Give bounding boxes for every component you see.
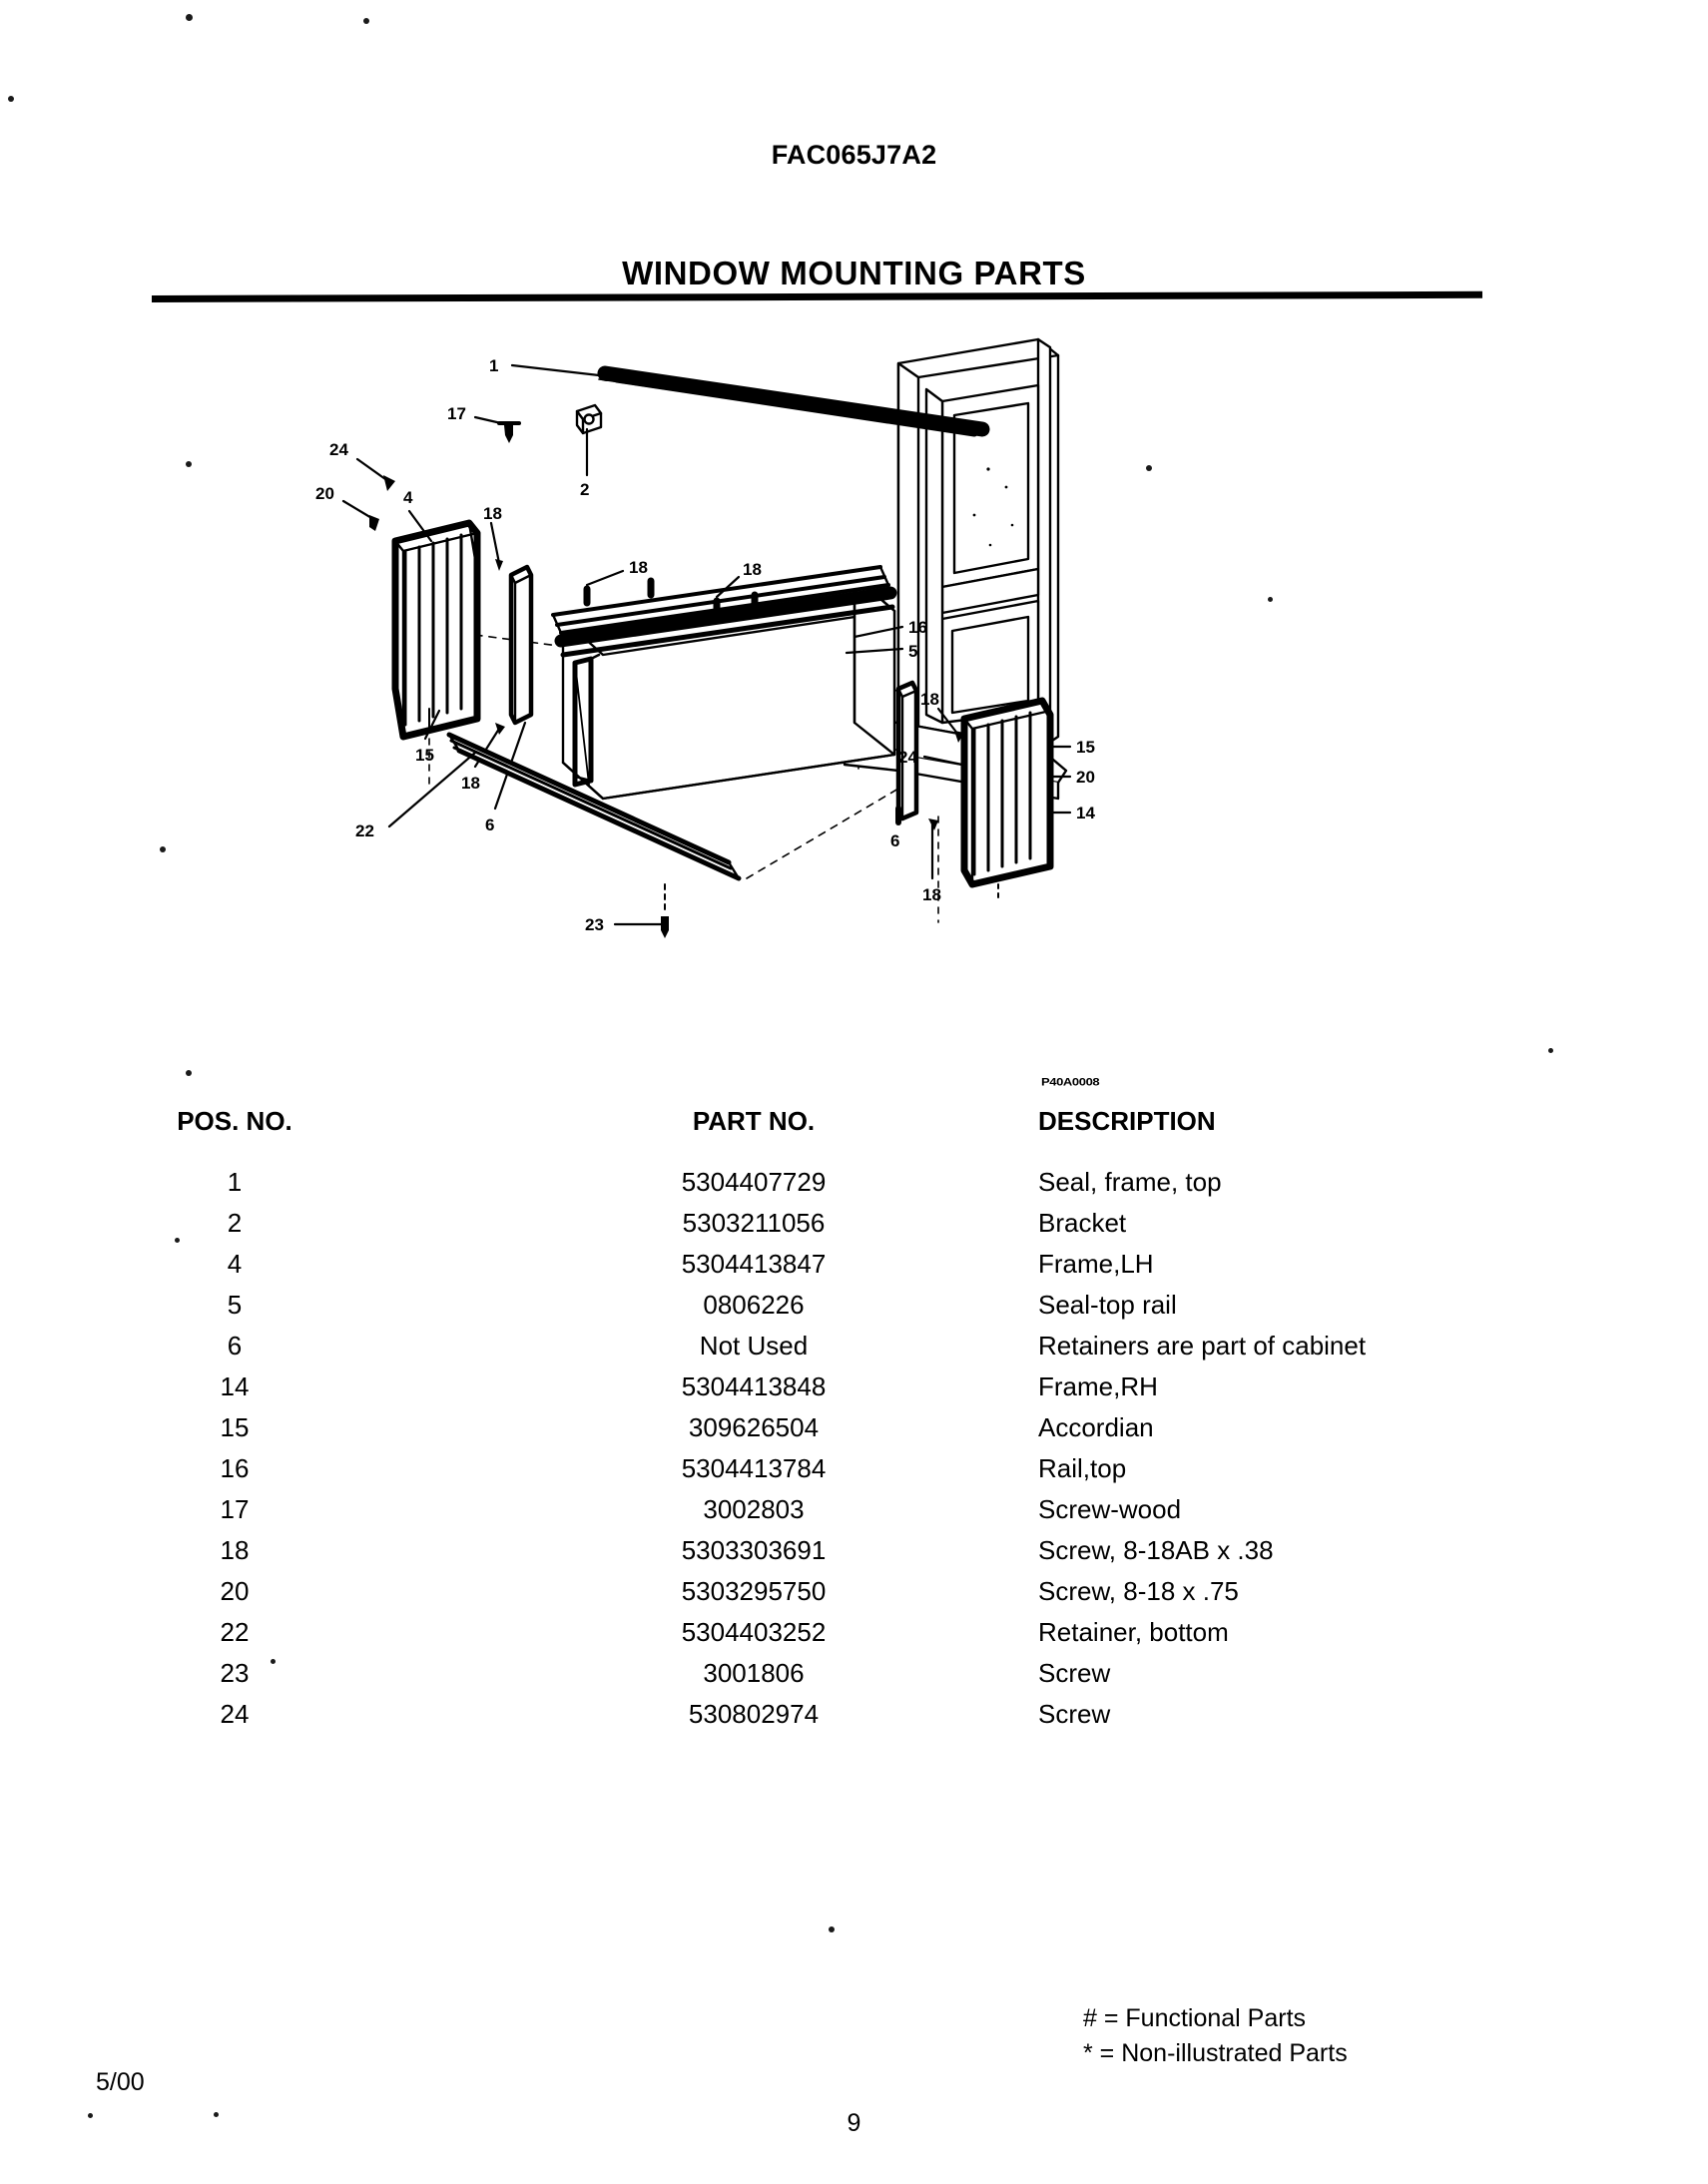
scan-speck	[363, 18, 369, 24]
cell-part-no: 309626504	[688, 1412, 820, 1442]
svg-text:5: 5	[908, 642, 918, 661]
svg-text:2: 2	[580, 480, 590, 499]
cell-pos-no: 17	[220, 1494, 250, 1524]
table-row	[0, 1162, 1708, 1203]
cell-part-no: 3002803	[703, 1494, 805, 1524]
page-title: WINDOW MOUNTING PARTS	[622, 255, 1086, 291]
cell-part-no: 5304413848	[681, 1371, 827, 1401]
exploded-parts-diagram	[299, 319, 1447, 1058]
cell-pos-no: 16	[220, 1453, 250, 1483]
cell-pos-no: 6	[227, 1331, 243, 1361]
svg-text:4: 4	[403, 488, 413, 507]
cell-description: Frame,LH	[1038, 1249, 1154, 1279]
scan-speck	[186, 1070, 192, 1076]
svg-text:20: 20	[315, 484, 334, 503]
scan-speck	[8, 96, 14, 102]
cell-pos-no: 23	[220, 1658, 250, 1688]
scan-speck	[186, 461, 192, 467]
svg-text:20: 20	[1076, 768, 1095, 787]
scan-speck	[186, 14, 193, 21]
table-row	[0, 1448, 1708, 1489]
scan-speck	[160, 846, 166, 852]
cell-pos-no: 22	[220, 1617, 250, 1647]
legend-non-illustrated-parts: * = Non-illustrated Parts	[1083, 2039, 1348, 2067]
cell-pos-no: 2	[227, 1208, 243, 1238]
column-header-pos-no: POS. NO.	[177, 1106, 292, 1136]
page-number: 9	[847, 2109, 861, 2137]
cell-part-no: 0806226	[703, 1290, 805, 1320]
legend-functional-parts: # = Functional Parts	[1083, 2004, 1307, 2032]
table-row	[0, 1694, 1708, 1735]
svg-text:23: 23	[585, 915, 604, 934]
table-row	[0, 1653, 1708, 1694]
revision-date: 5/00	[96, 2068, 145, 2096]
cell-description: Seal-top rail	[1038, 1290, 1177, 1320]
svg-text:1: 1	[489, 356, 499, 375]
cell-part-no: Not Used	[699, 1331, 809, 1361]
legend-notes	[1083, 2001, 1348, 2071]
cell-part-no: 5304413847	[681, 1249, 827, 1279]
cell-description: Screw	[1038, 1699, 1111, 1729]
cell-description: Accordian	[1038, 1412, 1154, 1442]
parts-list-table	[0, 1106, 1708, 1735]
svg-text:18: 18	[629, 558, 648, 577]
cell-description: Screw, 8-18 x .75	[1038, 1576, 1239, 1606]
cell-description: Rail,top	[1038, 1453, 1127, 1483]
cell-part-no: 5303211056	[682, 1208, 826, 1238]
table-row	[0, 1489, 1708, 1530]
cell-pos-no: 14	[220, 1371, 250, 1401]
cell-description: Retainer, bottom	[1038, 1617, 1229, 1647]
table-row	[0, 1285, 1708, 1326]
model-number: FAC065J7A2	[771, 140, 937, 170]
svg-text:16: 16	[908, 618, 927, 637]
table-row	[0, 1203, 1708, 1244]
cell-description: Screw-wood	[1038, 1494, 1182, 1524]
svg-text:15: 15	[415, 746, 434, 765]
cell-pos-no: 4	[227, 1249, 243, 1279]
svg-text:6: 6	[890, 831, 900, 850]
svg-text:18: 18	[920, 690, 939, 709]
cell-pos-no: 18	[220, 1535, 250, 1565]
svg-text:18: 18	[922, 885, 941, 904]
cell-pos-no: 1	[227, 1167, 243, 1197]
cell-part-no: 3001806	[703, 1658, 805, 1688]
cell-description: Frame,RH	[1038, 1371, 1158, 1401]
cell-description: Bracket	[1038, 1208, 1127, 1238]
cell-pos-no: 20	[220, 1576, 250, 1606]
svg-text:14: 14	[1076, 804, 1095, 822]
cell-description: Screw, 8-18AB x .38	[1038, 1535, 1274, 1565]
svg-text:17: 17	[447, 404, 466, 423]
table-row	[0, 1407, 1708, 1448]
table-row	[0, 1612, 1708, 1653]
table-header-row	[0, 1106, 1708, 1162]
column-header-part-no: PART NO.	[692, 1106, 816, 1136]
cell-description: Retainers are part of cabinet	[1038, 1331, 1367, 1361]
svg-text:18: 18	[743, 560, 762, 579]
cell-description: Screw	[1038, 1658, 1111, 1688]
cell-part-no: 5303303691	[681, 1535, 827, 1565]
svg-text:24: 24	[329, 440, 348, 459]
scan-speck	[1548, 1048, 1553, 1053]
svg-text:6: 6	[485, 816, 495, 834]
cell-part-no: 5303295750	[681, 1576, 827, 1606]
cell-pos-no: 24	[220, 1699, 250, 1729]
cell-part-no: 5304403252	[681, 1617, 827, 1647]
illustration-reference-code: P40A0008	[1041, 1075, 1100, 1088]
table-body	[0, 1162, 1708, 1735]
scan-speck	[829, 1926, 835, 1932]
table-row	[0, 1244, 1708, 1285]
table-row	[0, 1326, 1708, 1366]
title-divider	[152, 291, 1482, 302]
cell-part-no: 530802974	[688, 1699, 820, 1729]
svg-text:18: 18	[483, 504, 502, 523]
table-row	[0, 1530, 1708, 1571]
cell-pos-no: 15	[220, 1412, 250, 1442]
svg-text:22: 22	[355, 821, 374, 840]
cell-part-no: 5304413784	[681, 1453, 827, 1483]
cell-description: Seal, frame, top	[1038, 1167, 1222, 1197]
svg-text:24: 24	[898, 748, 917, 767]
svg-text:15: 15	[1076, 738, 1095, 757]
cell-part-no: 5304407729	[681, 1167, 827, 1197]
table-row	[0, 1366, 1708, 1407]
cell-pos-no: 5	[227, 1290, 243, 1320]
table-row	[0, 1571, 1708, 1612]
column-header-description: DESCRIPTION	[1038, 1106, 1216, 1136]
svg-text:18: 18	[461, 774, 480, 793]
